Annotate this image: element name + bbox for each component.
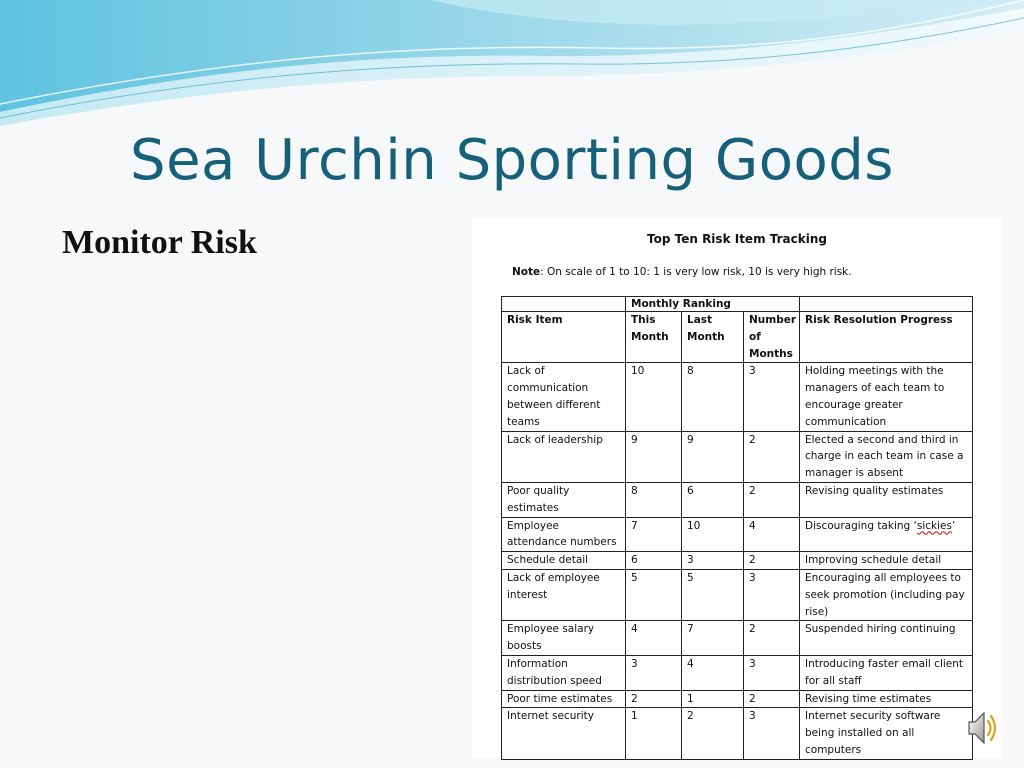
this-month-cell: 5 (626, 569, 682, 620)
progress-text-pre: Discouraging taking ‘ (805, 519, 917, 532)
this-month-cell: 8 (626, 482, 682, 517)
last-month-cell: 10 (682, 517, 744, 552)
last-month-cell: 8 (682, 363, 744, 431)
risk-item-cell: Schedule detail (502, 552, 626, 570)
this-month-cell: 9 (626, 431, 682, 482)
risk-item-cell: Information distribution speed (502, 655, 626, 690)
risk-item-cell: Lack of communication between different teams (502, 363, 626, 431)
risk-item-cell: Employee attendance numbers (502, 517, 626, 552)
spellcheck-flagged-word: sickies (916, 519, 952, 532)
months-cell: 3 (744, 569, 800, 620)
risk-item-cell: Lack of employee interest (502, 569, 626, 620)
last-month-cell: 9 (682, 431, 744, 482)
months-cell: 3 (744, 708, 800, 759)
months-cell: 2 (744, 431, 800, 482)
column-header: Last Month (682, 312, 744, 363)
risk-table (501, 296, 973, 760)
document-note (512, 266, 852, 278)
progress-cell: Introducing faster email client for all staff (800, 655, 973, 690)
progress-cell: Revising time estimates (800, 690, 973, 708)
progress-cell: Improving schedule detail (800, 552, 973, 570)
progress-cell: Revising quality estimates (800, 482, 973, 517)
column-header: Risk Resolution Progress (800, 312, 973, 363)
progress-cell: Internet security software being installed on all computers (800, 708, 973, 759)
column-header: Number of Months (744, 312, 800, 363)
months-cell: 2 (744, 552, 800, 570)
table-group-header-row (502, 297, 973, 312)
last-month-cell: 7 (682, 621, 744, 656)
risk-item-cell: Poor time estimates (502, 690, 626, 708)
risk-item-cell: Lack of leadership (502, 431, 626, 482)
months-cell: 3 (744, 363, 800, 431)
months-cell: 3 (744, 655, 800, 690)
last-month-cell: 5 (682, 569, 744, 620)
progress-cell: Elected a second and third in charge in each team in case a manager is absent (800, 431, 973, 482)
table-row (502, 655, 973, 690)
progress-cell: Holding meetings with the managers of each team to encourage greater communication (800, 363, 973, 431)
risk-item-cell: Employee salary boosts (502, 621, 626, 656)
slide-title: Sea Urchin Sporting Goods (130, 128, 894, 193)
header-wave-decoration (0, 0, 1024, 130)
column-header: This Month (626, 312, 682, 363)
table-row (502, 431, 973, 482)
months-cell: 2 (744, 621, 800, 656)
this-month-cell: 3 (626, 655, 682, 690)
note-text: : On scale of 1 to 10: 1 is very low risk, 10 is very high risk. (540, 266, 852, 278)
monthly-ranking-header: Monthly Ranking (626, 297, 800, 312)
table-row (502, 690, 973, 708)
this-month-cell: 10 (626, 363, 682, 431)
progress-cell: Suspended hiring continuing (800, 621, 973, 656)
months-cell: 2 (744, 482, 800, 517)
months-cell: 2 (744, 690, 800, 708)
table-cell (502, 297, 626, 312)
progress-cell (800, 517, 973, 552)
this-month-cell: 6 (626, 552, 682, 570)
note-label: Note (512, 266, 541, 278)
column-header: Risk Item (502, 312, 626, 363)
this-month-cell: 4 (626, 621, 682, 656)
table-row (502, 569, 973, 620)
table-row (502, 708, 973, 759)
speaker-icon[interactable] (966, 708, 1000, 748)
slide-subtitle: Monitor Risk (62, 224, 257, 261)
table-cell (800, 297, 973, 312)
table-row (502, 517, 973, 552)
last-month-cell: 3 (682, 552, 744, 570)
this-month-cell: 1 (626, 708, 682, 759)
risk-item-cell: Internet security (502, 708, 626, 759)
table-row (502, 363, 973, 431)
risk-item-cell: Poor quality estimates (502, 482, 626, 517)
last-month-cell: 1 (682, 690, 744, 708)
table-row (502, 621, 973, 656)
this-month-cell: 2 (626, 690, 682, 708)
months-cell: 4 (744, 517, 800, 552)
table-row (502, 552, 973, 570)
last-month-cell: 2 (682, 708, 744, 759)
risk-tracking-document (472, 218, 1002, 758)
document-title: Top Ten Risk Item Tracking (647, 232, 827, 246)
progress-cell: Encouraging all employees to seek promotion (including pay rise) (800, 569, 973, 620)
last-month-cell: 6 (682, 482, 744, 517)
this-month-cell: 7 (626, 517, 682, 552)
table-header-row (502, 312, 973, 363)
progress-text-post: ’ (951, 519, 956, 532)
table-row (502, 482, 973, 517)
last-month-cell: 4 (682, 655, 744, 690)
